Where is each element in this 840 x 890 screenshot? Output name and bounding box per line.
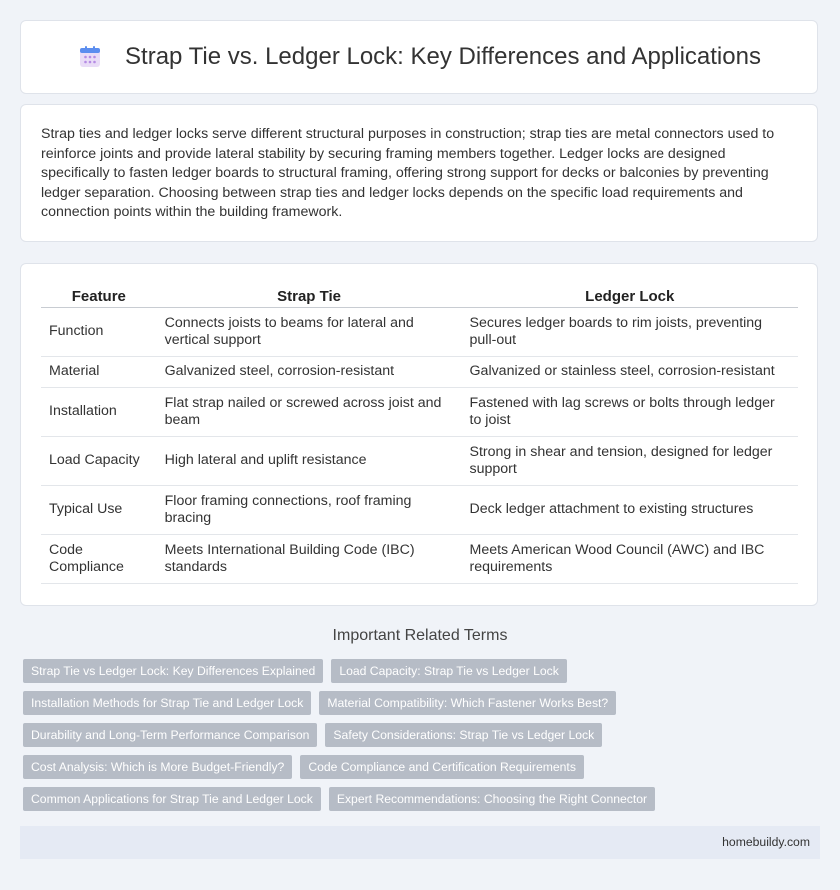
table-row — [41, 535, 798, 584]
ledger-lock-cell: Secures ledger boards to rim joists, preventing pull-out — [462, 308, 798, 357]
strap-tie-cell: Galvanized steel, corrosion-resistant — [157, 357, 462, 388]
related-term-tag[interactable]: Load Capacity: Strap Tie vs Ledger Lock — [331, 659, 567, 683]
related-term-tag[interactable]: Common Applications for Strap Tie and Ledger Lock — [23, 787, 321, 811]
table-row — [41, 357, 798, 388]
ledger-lock-cell: Fastened with lag screws or bolts through ledger to joist — [462, 388, 798, 437]
feature-cell: Code Compliance — [41, 535, 157, 584]
tag-row — [23, 691, 823, 715]
comparison-table — [41, 284, 798, 584]
tag-row — [23, 723, 823, 747]
tag-row — [23, 659, 823, 683]
footer-site-link[interactable]: homebuildy.com — [722, 835, 810, 849]
page-title — [77, 43, 761, 71]
related-terms-title: Important Related Terms — [332, 627, 508, 644]
related-terms-list — [23, 659, 823, 819]
ledger-lock-cell: Galvanized or stainless steel, corrosion-resistant — [462, 357, 798, 388]
footer — [20, 826, 820, 859]
ledger-lock-cell: Deck ledger attachment to existing structures — [462, 486, 798, 535]
related-term-tag[interactable]: Cost Analysis: Which is More Budget-Friendly? — [23, 755, 292, 779]
feature-cell: Installation — [41, 388, 157, 437]
table-row — [41, 388, 798, 437]
ledger-lock-cell: Meets American Wood Council (AWC) and IBC requirements — [462, 535, 798, 584]
related-term-tag[interactable]: Expert Recommendations: Choosing the Right Connector — [329, 787, 655, 811]
title-card — [20, 20, 818, 94]
related-term-tag[interactable]: Material Compatibility: Which Fastener Works Best? — [319, 691, 616, 715]
related-term-tag[interactable]: Installation Methods for Strap Tie and Ledger Lock — [23, 691, 311, 715]
ledger-lock-cell: Strong in shear and tension, designed for ledger support — [462, 437, 798, 486]
intro-card — [20, 104, 818, 242]
header-feature: Feature — [41, 284, 157, 308]
strap-tie-cell: High lateral and uplift resistance — [157, 437, 462, 486]
intro-paragraph: Strap ties and ledger locks serve different structural purposes in construction; strap ties are metal connectors used to reinforce joints and provide lateral stability by securing framing members together. Ledger locks are designed specifically to fasten ledger boards to structural framing, offering strong support for decks or balconies by preventing ledger separation. Choosing between strap ties and ledger locks depends on the specific load requirements and connection points within the building framework. — [41, 126, 775, 221]
table-row — [41, 437, 798, 486]
related-term-tag[interactable]: Durability and Long-Term Performance Comparison — [23, 723, 317, 747]
header-ledger-lock: Ledger Lock — [462, 284, 798, 308]
feature-cell: Material — [41, 357, 157, 388]
feature-cell: Typical Use — [41, 486, 157, 535]
page-title-text: Strap Tie vs. Ledger Lock: Key Differences and Applications — [125, 43, 761, 70]
strap-tie-cell: Meets International Building Code (IBC) standards — [157, 535, 462, 584]
tag-row — [23, 787, 823, 811]
header-strap-tie: Strap Tie — [157, 284, 462, 308]
feature-cell: Function — [41, 308, 157, 357]
comparison-table-card — [20, 263, 818, 606]
table-row — [41, 308, 798, 357]
related-term-tag[interactable]: Safety Considerations: Strap Tie vs Ledger Lock — [325, 723, 602, 747]
calendar-icon — [77, 44, 103, 70]
feature-cell: Load Capacity — [41, 437, 157, 486]
table-header-row — [41, 284, 798, 308]
related-term-tag[interactable]: Code Compliance and Certification Requirements — [300, 755, 584, 779]
related-term-tag[interactable]: Strap Tie vs Ledger Lock: Key Differences Explained — [23, 659, 323, 683]
table-row — [41, 486, 798, 535]
strap-tie-cell: Flat strap nailed or screwed across joist and beam — [157, 388, 462, 437]
tag-row — [23, 755, 823, 779]
strap-tie-cell: Floor framing connections, roof framing bracing — [157, 486, 462, 535]
strap-tie-cell: Connects joists to beams for lateral and vertical support — [157, 308, 462, 357]
